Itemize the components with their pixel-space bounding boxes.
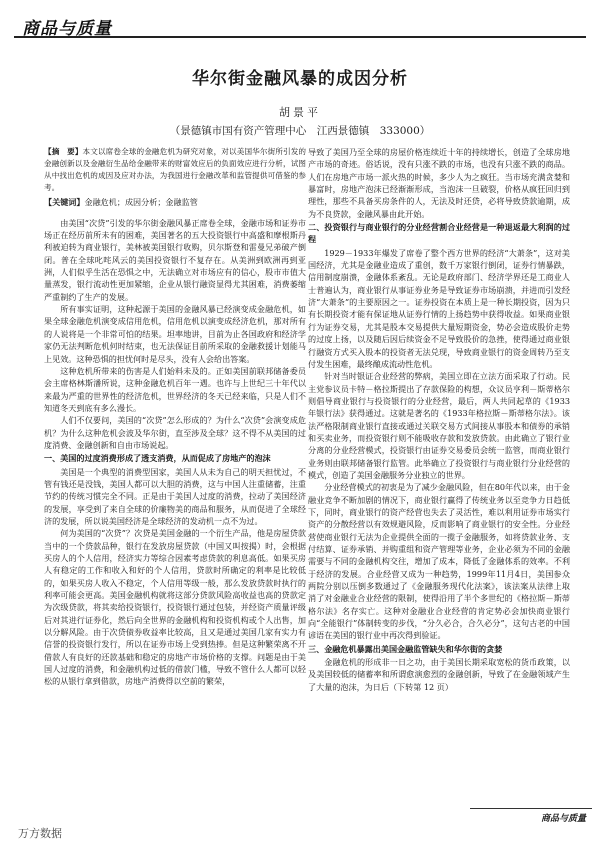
watermark: 万方数据 (18, 827, 62, 840)
section-heading-3: 三、金融危机暴露出美国金融监管缺失和华尔街的贪婪 (308, 643, 503, 654)
section-heading-2: 二、投资银行与商业银行的分业经营割合业经营是一种退返最大利润的过程 (308, 222, 570, 245)
author-affiliation: （景德镇市国有资产管理中心 江西景德镇 333000） (169, 125, 431, 137)
body-paragraph: 针对当时银证合业经营的弊病，美国立即在立法方面采取了行动。民主党参议员卡特－格拉斯提出了存款保险的构想，众议员亨利－斯蒂格尔则倡导商业银行与投资银行的分业经营，最后，两人共同起草的《1933年银行法》获得通过。这就是著名的《1933年格拉斯－斯蒂格尔法》。该法严格限制商业银行直接或通过关联交易方式间接从事股本和债券的承销和买卖业务，而投资银行则不能吸收存款和发放贷款。由此确立了银行业分离的分业经营模式，投资银行由证券交易委员会统一监管，而商业银行业务则由联邦储备银行监管。此举确立了投资银行与商业银行分业经营的模式，创造了美国金融服务分业独立的世界。 (308, 371, 570, 480)
body-paragraph: 1929－1933年爆发了席卷了整个西方世界的经济“大萧条”，这对美国经济，尤其是金融业造成了重创，数千万家银行倒闭，证券行情暴跌，信用制度崩溃，金融体系紊乱。无论是政府部门、经济学界还是工商业人士普遍认为，商业银行从事证券业务是导致证券市场崩溃，并进而引发经济“大萧条”的主要原因之一。证券投资在本质上是一种长期投资，因为只有长期投资才能有保证地从证券行情的上扬趋势中获得收益。如果商业银行为证券交易，尤其是股本交易提供大量短期资金，势必会造成股价走势的过度上扬，以及随后因后续资金不足导致股价的急挫，使得通过商业银行融资方式买入股本的投资者无法兑现，导致商业银行的资金周转乃至支付发生困难，最终酿成流动性危机。 (308, 247, 570, 369)
body-paragraph: 何为美国的“次贷”？次贷是美国金融的一个衍生产品，他是房屋贷款当中的一个贷款品种，银行在发放房屋贷款（中国又叫按揭）时，会根据买房人的个人信用，经济实力等综合因素考虑贷款的利息高低。如果买房人有稳定的工作和收入和好的个人信用，贷款时所确定的利率是比较低的，如果买房人收入不稳定，个人信用等级一般，那么发放贷款时执行的利率可能会更高。美国金融机构就将这部分贷款风险高收益也高的贷款定为次级贷款，将其卖给投资银行，投资银行通过包装，并经资产质量评级后对其进行证券化，然后向全世界的金融机构和投资机构或个人出售，加以分解风险。由于次贷债券收益率比较高，且又是通过美国几家有实力有信誉的投资银行发行，所以在证券市场上受到热捧。但是这种繁荣离不开借款人有良好的还款基础和稳定的房地产市场价格的支撑。问题是由于美国人过度的消费，和金融机构过低的借款门槛，导致不管什么人都可以轻松的从银行拿到借款，房地产消费得以空前的繁荣， (44, 528, 306, 687)
body-paragraph: 导致了美国乃至全球的房屋价格连续近十年的持续增长，创造了全球房地产市场的奇迹。俗话说，没有只涨不跌的市场，也没有只涨不跌的商品。人们在房地产市场一派火热的时候，多少人为之疯狂。当市场充满贪婪和暴富时，房地产泡沫已经渐渐形成，当泡沫一旦破裂，价格从疯狂回归到理性，那些不具备买房条件的人，无法及时还贷，必将导致贷款逾期，成为不良贷款，金融风暴由此开始。 (308, 147, 570, 219)
page-footer (470, 808, 592, 823)
body-paragraph: 美国是一个典型的消费型国家，美国人从未为自己的明天担忧过，不管有钱还是没钱，美国人都可以大胆的消费，这与中国人注重储蓄，注重节约的传统习惯完全不同。正是由于美国人过度的消费，拉动了美国经济的发展，享受到了来自全球的价廉物美的商品和服务，从而促进了全球经济的发展，所以说美国经济是全球经济的发动机一点不为过。 (44, 466, 306, 526)
abstract-label: 【摘 要】 (44, 147, 83, 156)
body-paragraph: 分业经营模式的初衷是为了减少金融风险，但在80年代以来，由于金融业竞争不断加剧的情况下，商业银行赢得了传统业务以至竞争力日趋低下，同时，商业银行的资产经营也失去了灵活性，难以利用证券市场实行资产的分散经营以有效规避风险，反而影响了商业银行的安全性。分业经营使商业银行无法为企业提供全面的一揽子金融服务，如将贷款业务、支付结算、证券承销、并购重组和资产管理等业务，企业必须为不同的金融需要与不同的金融机构交往，增加了成本，降低了金融体系的效率。不利于经济的发展。合业经营又成为一种趋势，1999年11月4日，美国参众两院分别以压倒多数通过了《金融服务现代化法案》，该法案从法律上取消了对金融业合业经营的限制，使得沿用了半个多世纪的《格拉斯－斯蒂格尔法》名存实亡。这种对金融业合业经营的肯定势必会加快商业银行向“全能银行”体制转变的步伐，“分久必合，合久必分”，这句古老的中国谚语在美国的银行业中再次得到验证。 (308, 482, 570, 641)
journal-logo: 商品与质量 (22, 19, 112, 39)
keywords-label: 【关键词】 (44, 197, 85, 208)
page-header (14, 12, 586, 38)
section-heading-1: 一、美国的过度消费形成了透支消费，从而促成了房地产的泡沫 (44, 453, 271, 464)
body-paragraph: 所有事实证明，这种起源于美国的金融风暴已经演变成金融危机，如果全球金融危机演变成信用危机，信用危机以演变成经济危机，那对所有的人说将是一个非常可怕的结果。坦率地讲，目前为止各国政府和经济学家仍无法判断危机何时结束，也无法保证目前所采取的金融救援计划能马上见效。这种恐惧的担忧何时是尽头，没有人会给出答案。 (44, 304, 306, 364)
keywords (44, 196, 306, 208)
abstract-text: 本文以席卷全球的金融危机为研究对象，对以美国华尔街所引发的金融创新以及金融衍生品给金融带来的财富效应后的负面效应进行分析，试图从中找出危机的成因及应对办法，为我国进行金融改革和监管提供可借鉴的参考。 (44, 147, 306, 193)
body-paragraph: 人们不仅要问，美国的“次贷”怎么形成的？为什么“次贷”会演变成危机？为什么这种危机会波及华尔街，直至涉及全球？这不得不从美国的过度消费、金融创新和自由市场说起。 (44, 415, 306, 450)
header-rule (14, 36, 586, 38)
body-paragraph: 由美国“次贷”引发的华尔街金融风暴正席卷全球，金融市场和证券市场正在经历前所未有的困难，美国著名的五大投资银行中高盛和摩根斯丹利被迫转为商业银行，美林被美国银行收购，贝尔斯登和雷曼兄弟破产倒闭。普在全球叱咤风云的美国投资银行不复存在。从美洲到欧洲再到亚洲，人们似乎生活在恐惧之中，无法确立对市场应有的信心，股市市值大量蒸发，银行流动性更加紧缩，企业从银行融资显得尤其困难，消费萎缩严重制约了生产的发展。 (44, 217, 306, 302)
keywords-text: 金融危机；成因分析；金融监管 (84, 197, 198, 208)
body-paragraph: 金融危机的形成非一日之功，由于美国长期采取宽松的货币政策，以及美国较低的储蓄率和所谓愈演愈烈的金融创新，导致了在金融领域产生了大量的泡沫，为日后（下转第 12 页） (308, 657, 570, 692)
author-name: 胡景平 (279, 106, 321, 119)
abstract (44, 146, 306, 194)
right-column (308, 146, 570, 693)
body-paragraph: 这种危机所带来的伤害是人们始料未及的。正如美国前联邦储备委员会主席格林斯潘所说，这种金融危机百年一遇。也许与上世纪三十年代以来最为严重的世界性的经济危机，世界经济的冬天已经来临，只是人们不知道冬天到底有多么漫长。 (44, 365, 306, 413)
article-title: 华尔街金融风暴的成因分析 (192, 69, 408, 89)
left-column (44, 146, 306, 688)
footer-journal-label: 商品与质量 (540, 814, 586, 824)
